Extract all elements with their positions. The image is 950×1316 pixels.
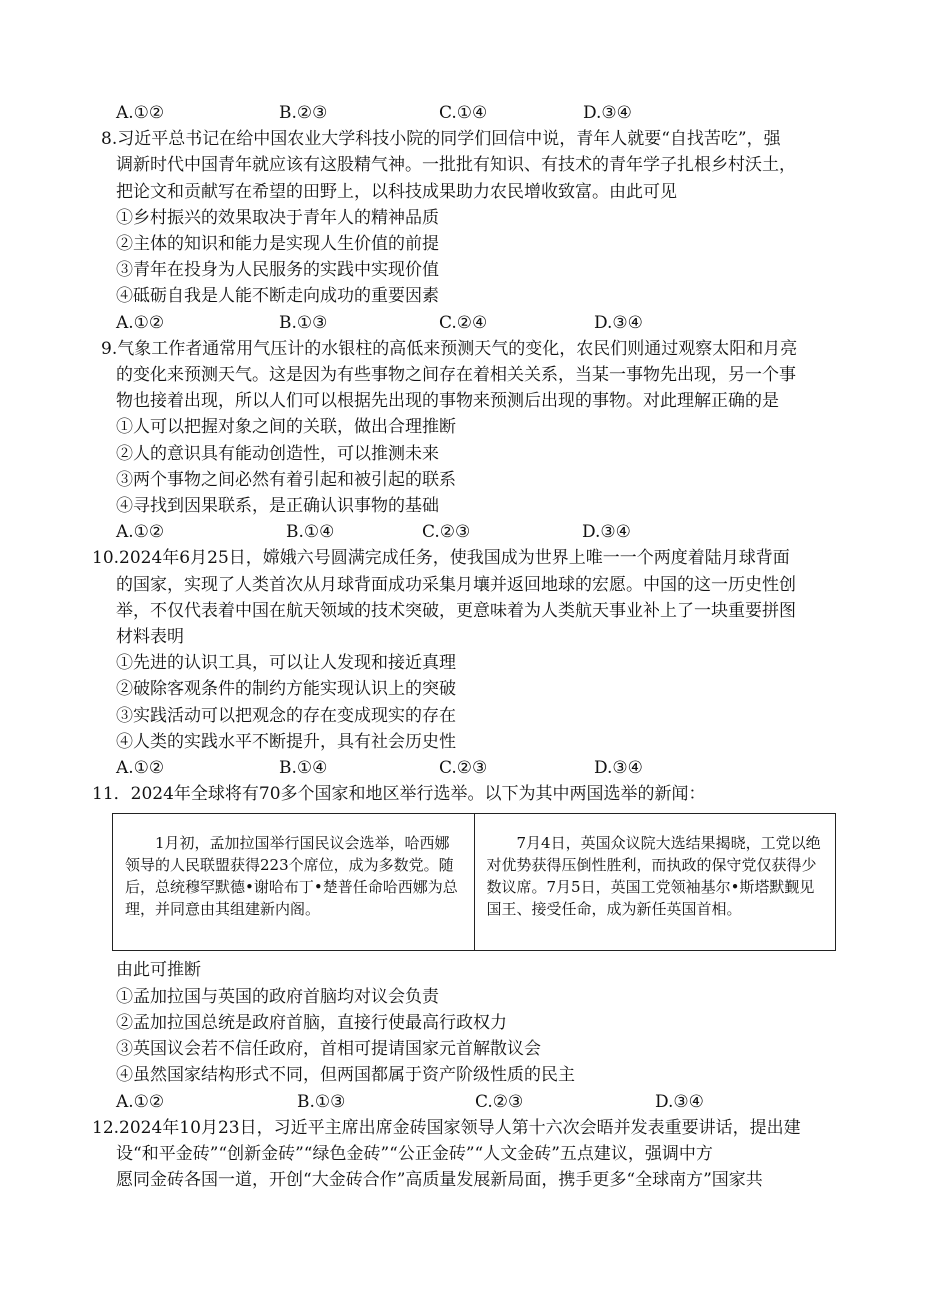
news-bangladesh: 1月初，孟加拉国举行国民议会选举，哈西娜领导的人民联盟获得223个席位，成为多数党。随后，总统穆罕默德•谢哈布丁•楚普任命哈西娜为总理，并同意由其组建新内阁。 xyxy=(125,834,458,919)
q10-stem-line: 2024年6月25日，嫦娥六号圆满完成任务，使我国成为世界上唯一一个两度着陆月球背面 xyxy=(119,548,790,569)
question-10 xyxy=(92,545,856,781)
q10-stem-line: 举，不仅代表着中国在航天领域的技术突破，更意味着为人类航天事业补上了一块重要拼图 xyxy=(116,600,796,621)
q9-stem-line: 的变化来预测天气。这是因为有些事物之间存在着相关关系，当某一事物先出现，另一个事 xyxy=(116,365,796,386)
q10-stem-line: 材料表明 xyxy=(116,627,184,648)
q7-choices xyxy=(116,100,856,126)
q12-stem-line: 2024年10月23日，习近平主席出席金砖国家领导人第十六次会晤并发表重要讲话，提出建 xyxy=(119,1117,801,1138)
q10-choice-d: D.③④ xyxy=(594,758,643,779)
q11-choice-d: D.③④ xyxy=(655,1091,704,1112)
q12-number: 12. xyxy=(92,1117,120,1138)
q9-option: ③两个事物之间必然有着引起和被引起的联系 xyxy=(116,469,456,490)
q10-choices xyxy=(116,755,856,781)
q8-choices xyxy=(116,310,856,336)
q10-option: ②破除客观条件的制约方能实现认识上的突破 xyxy=(116,679,456,700)
q9-stem-line: 物也接着出现，所以人们可以根据先出现的事物来预测后出现的事物。对此理解正确的是 xyxy=(116,391,779,412)
news-uk: 7月4日，英国众议院大选结果揭晓，工党以绝对优势获得压倒性胜利，而执政的保守党仅获得少数议席。7月5日，英国工党领袖基尔•斯塔默觐见国王、接受任命，成为新任英国首相。 xyxy=(474,814,836,950)
q10-option: ①先进的认识工具，可以让人发现和接近真理 xyxy=(116,653,456,674)
q9-choices xyxy=(116,519,856,545)
q8-stem-line: 调新时代中国青年就应该有这股精气神。一批批有知识、有技术的青年学子扎根乡村沃土， xyxy=(116,155,796,176)
q9-option: ②人的意识具有能动创造性，可以推测未来 xyxy=(116,443,439,464)
q8-option: ②主体的知识和能力是实现人生价值的前提 xyxy=(116,234,439,255)
q11-option: ②孟加拉国总统是政府首脑，直接行使最高行政权力 xyxy=(116,1012,507,1033)
q7-choice-a: A.①② xyxy=(116,103,165,123)
q10-option: ④人类的实践水平不断提升，具有社会历史性 xyxy=(116,731,456,752)
q8-option: ①乡村振兴的效果取决于青年人的精神品质 xyxy=(116,207,439,228)
q11-option: ③英国议会若不信任政府，首相可提请国家元首解散议会 xyxy=(116,1039,541,1060)
q7-choice-d: D.③④ xyxy=(583,103,632,123)
q12-stem-line: 设“和平金砖”“创新金砖”“绿色金砖”“公正金砖”“人文金砖”五点建议，强调中方 xyxy=(116,1143,713,1164)
q11-stem: 2024年全球将有70多个国家和地区举行选举。以下为其中两国选举的新闻： xyxy=(130,784,706,805)
q11-option: ①孟加拉国与英国的政府首脑均对议会负责 xyxy=(116,986,439,1007)
q9-choice-c: C.②③ xyxy=(422,522,471,543)
q11-choice-c: C.②③ xyxy=(475,1091,524,1112)
q8-choice-b: B.①③ xyxy=(279,312,328,333)
q7-choice-b: B.②③ xyxy=(279,103,328,123)
q12-stem-line: 愿同金砖各国一道，开创“大金砖合作”高质量发展新局面，携手更多“全球南方”国家共 xyxy=(116,1170,763,1191)
q8-number: 8. xyxy=(101,129,118,150)
question-12 xyxy=(92,1115,856,1194)
q8-stem-line: 习近平总书记在给中国农业大学科技小院的同学们回信中说，青年人就要“自找苦吃”，强 xyxy=(117,129,781,150)
q9-choice-d: D.③④ xyxy=(582,522,631,543)
q10-stem-line: 的国家，实现了人类首次从月球背面成功采集月壤并返回地球的宏愿。中国的这一历史性创 xyxy=(116,574,796,595)
q7-choice-c: C.①④ xyxy=(439,103,488,123)
q9-choice-a: A.①② xyxy=(116,522,165,543)
q9-choice-b: B.①④ xyxy=(286,522,335,543)
q9-stem-line: 气象工作者通常用气压计的水银柱的高低来预测天气的变化，农民们则通过观察太阳和月亮 xyxy=(117,338,798,359)
exam-page xyxy=(92,100,856,1193)
q9-number: 9. xyxy=(101,338,118,359)
q11-option: ④虽然国家结构形式不同，但两国都属于资产阶级性质的民主 xyxy=(116,1065,575,1086)
question-8 xyxy=(101,126,856,336)
question-11 xyxy=(92,781,856,1114)
q11-lead: 由此可推断 xyxy=(116,960,201,981)
question-9 xyxy=(101,336,856,546)
q10-number: 10. xyxy=(92,548,120,569)
q8-option: ③青年在投身为人民服务的实践中实现价值 xyxy=(116,260,439,281)
q8-choice-c: C.②④ xyxy=(439,312,488,333)
q8-stem-line: 把论文和贡献写在希望的田野上，以科技成果助力农民增收致富。由此可见 xyxy=(116,181,677,202)
q8-choice-a: A.①② xyxy=(116,312,165,333)
news-table xyxy=(112,813,836,951)
q11-choice-a: A.①② xyxy=(116,1091,165,1112)
q9-option: ①人可以把握对象之间的关联，做出合理推断 xyxy=(116,417,456,438)
q11-number: 11． xyxy=(92,784,131,805)
q10-choice-a: A.①② xyxy=(116,758,165,779)
q8-choice-d: D.③④ xyxy=(594,312,643,333)
q10-option: ③实践活动可以把观念的存在变成现实的存在 xyxy=(116,705,456,726)
q10-choice-c: C.②③ xyxy=(439,758,488,779)
q11-choice-b: B.①③ xyxy=(297,1091,346,1112)
q11-choices xyxy=(116,1089,856,1115)
q9-option: ④寻找到因果联系，是正确认识事物的基础 xyxy=(116,496,439,517)
q10-choice-b: B.①④ xyxy=(279,758,328,779)
q8-option: ④砥砺自我是人能不断走向成功的重要因素 xyxy=(116,286,439,307)
